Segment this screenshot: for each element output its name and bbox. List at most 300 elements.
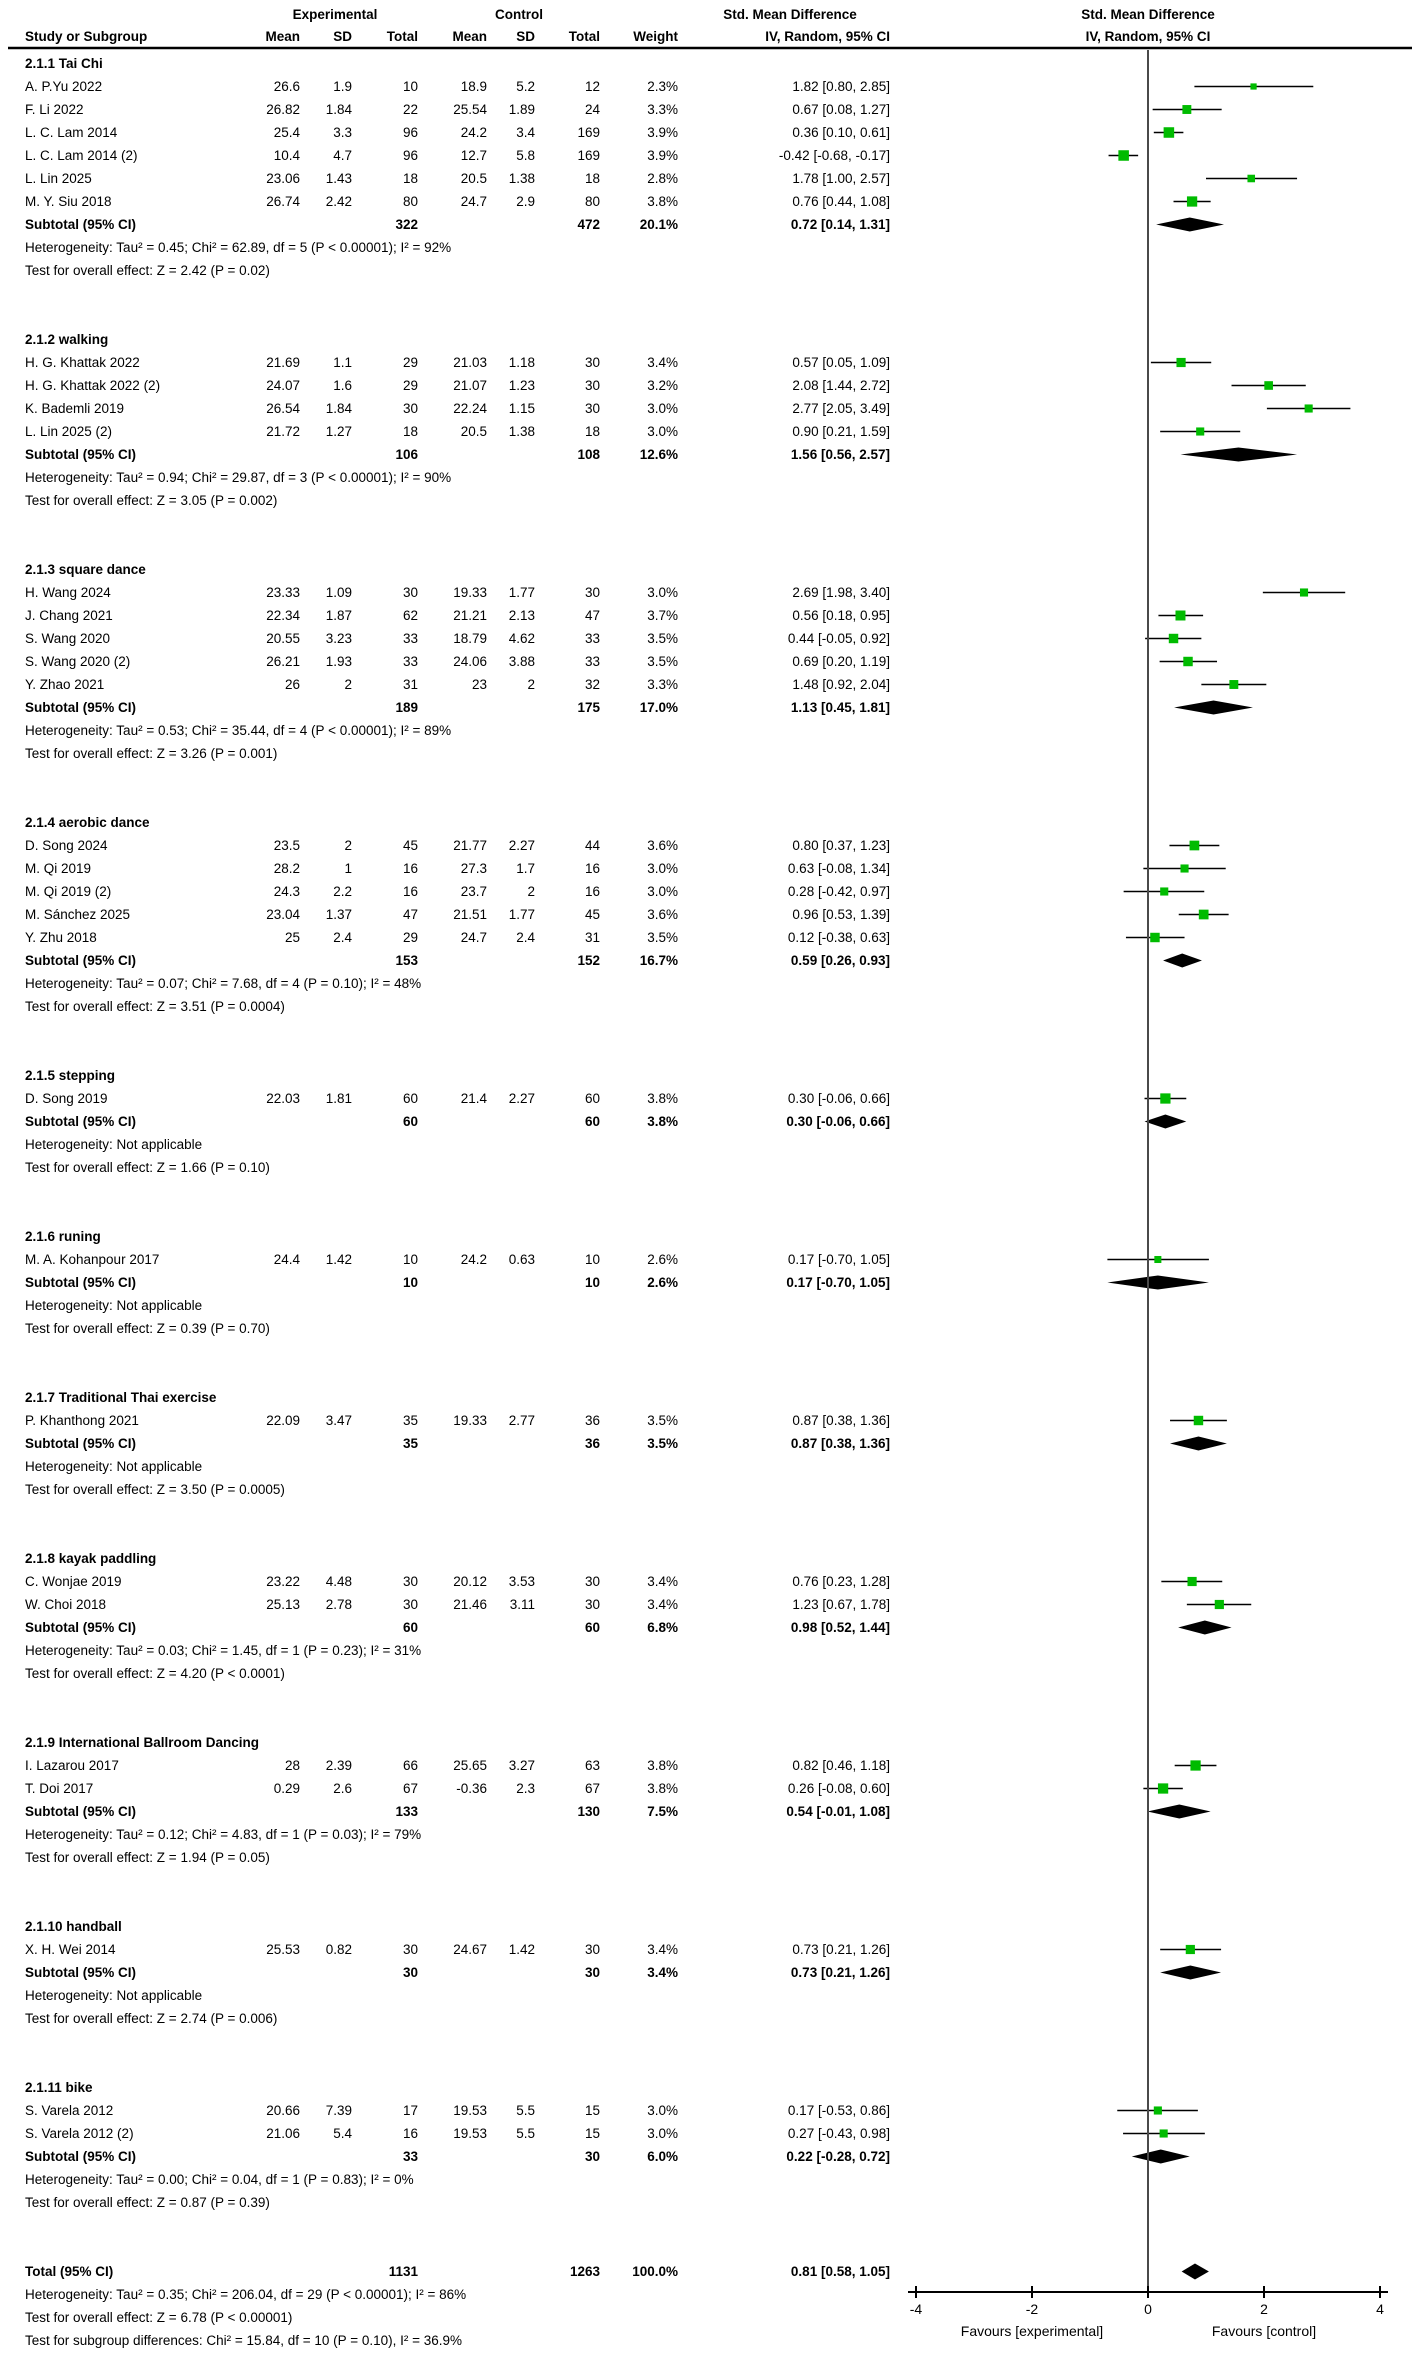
overall-effect-text: Test for overall effect: Z = 4.20 (P < 0.0001) <box>25 1666 285 1681</box>
cell-ci: 0.26 [-0.08, 0.60] <box>787 1781 890 1796</box>
cell-c_n: 30 <box>584 1965 600 1980</box>
cell-e_mean: 26.74 <box>266 194 300 209</box>
cell-c_n: 108 <box>577 447 600 462</box>
cell-c_mean: 18.9 <box>460 79 487 94</box>
study-label: S. Wang 2020 <box>25 631 111 646</box>
heterogeneity-text: Heterogeneity: Not applicable <box>25 1137 203 1152</box>
section-title: 2.1.6 runing <box>25 1229 101 1244</box>
section-title: 2.1.9 International Ballroom Dancing <box>25 1735 260 1750</box>
cell-c_mean: 23 <box>471 677 487 692</box>
study-label: Y. Zhao 2021 <box>25 677 105 692</box>
cell-ci: 0.63 [-0.08, 1.34] <box>787 861 890 876</box>
cell-e_n: 60 <box>402 1620 418 1635</box>
column-experimental-sd: SD <box>333 29 352 44</box>
cell-ci: 1.48 [0.92, 2.04] <box>792 677 890 692</box>
effect-marker <box>1229 680 1238 689</box>
effect-marker <box>1176 358 1185 367</box>
effect-marker <box>1186 1945 1195 1954</box>
effect-marker <box>1169 634 1178 643</box>
cell-e_mean: 28.2 <box>273 861 300 876</box>
cell-c_mean: 25.54 <box>453 102 487 117</box>
overall-effect-row <box>0 489 905 512</box>
section-title: 2.1.2 walking <box>25 332 109 347</box>
overall-effect-text: Test for overall effect: Z = 3.26 (P = 0.001) <box>25 746 278 761</box>
cell-e_mean: 23.33 <box>266 585 300 600</box>
cell-c_sd: 1.42 <box>508 1942 535 1957</box>
study-row <box>0 420 905 443</box>
section-header-row <box>0 811 905 834</box>
cell-e_n: 16 <box>402 861 418 876</box>
cell-c_mean: 24.2 <box>460 125 487 140</box>
cell-c_sd: 5.5 <box>516 2126 535 2141</box>
column-group-smd: Std. Mean Difference <box>723 7 857 22</box>
study-row <box>0 1570 905 1593</box>
cell-ci: 2.69 [1.98, 3.40] <box>792 585 890 600</box>
subtotal-row <box>0 1432 905 1455</box>
cell-c_sd: 5.8 <box>516 148 535 163</box>
study-row <box>0 98 905 121</box>
cell-e_mean: 26.6 <box>273 79 300 94</box>
subtotal-diamond <box>1145 1115 1187 1129</box>
cell-c_n: 175 <box>577 700 600 715</box>
subtotal-label: Subtotal (95% CI) <box>25 1804 137 1819</box>
cell-c_sd: 2.27 <box>508 838 535 853</box>
overall-effect-row <box>0 2191 905 2214</box>
section-header-row <box>0 1547 905 1570</box>
cell-e_sd: 1.81 <box>325 1091 352 1106</box>
subtotal-diamond <box>1174 701 1253 715</box>
study-label: I. Lazarou 2017 <box>25 1758 119 1773</box>
cell-weight: 3.0% <box>647 2103 678 2118</box>
cell-c_n: 36 <box>584 1413 600 1428</box>
cell-e_sd: 3.47 <box>325 1413 352 1428</box>
heterogeneity-text: Heterogeneity: Tau² = 0.94; Chi² = 29.87, df = 3 (P < 0.00001); I² = 90% <box>25 470 452 485</box>
cell-e_mean: 25.53 <box>266 1942 300 1957</box>
cell-e_mean: 22.34 <box>266 608 300 623</box>
cell-c_n: 33 <box>584 631 600 646</box>
cell-ci: 1.78 [1.00, 2.57] <box>792 171 890 186</box>
subtotal-diamond <box>1132 2150 1190 2164</box>
cell-ci: 0.96 [0.53, 1.39] <box>792 907 890 922</box>
subtotal-diamond <box>1147 1805 1210 1819</box>
study-label: F. Li 2022 <box>25 102 84 117</box>
cell-e_n: 33 <box>402 654 418 669</box>
cell-e_n: 33 <box>402 2149 418 2164</box>
effect-marker <box>1305 404 1313 412</box>
effect-marker <box>1164 127 1175 138</box>
study-label: M. Y. Siu 2018 <box>25 194 112 209</box>
cell-c_sd: 1.38 <box>508 424 535 439</box>
cell-weight: 3.4% <box>647 1574 678 1589</box>
cell-e_sd: 1.93 <box>325 654 352 669</box>
subgroup-differences-row <box>0 2329 905 2352</box>
cell-ci: 0.98 [0.52, 1.44] <box>790 1620 890 1635</box>
study-label: L. Lin 2025 (2) <box>25 424 113 439</box>
cell-weight: 3.6% <box>647 838 678 853</box>
section-title: 2.1.5 stepping <box>25 1068 116 1083</box>
cell-e_mean: 23.06 <box>266 171 300 186</box>
column-weight: Weight <box>633 29 678 44</box>
cell-c_mean: 22.24 <box>453 401 487 416</box>
cell-e_n: 106 <box>395 447 418 462</box>
cell-c_sd: 1.38 <box>508 171 535 186</box>
cell-e_mean: 24.07 <box>266 378 300 393</box>
cell-e_n: 16 <box>402 884 418 899</box>
cell-c_n: 24 <box>584 102 600 117</box>
effect-marker <box>1196 427 1204 435</box>
study-row <box>0 1248 905 1271</box>
cell-c_mean: 24.67 <box>453 1942 487 1957</box>
cell-weight: 3.8% <box>647 1758 678 1773</box>
effect-marker <box>1187 196 1197 206</box>
overall-effect-row <box>0 1317 905 1340</box>
cell-ci: 2.08 [1.44, 2.72] <box>792 378 890 393</box>
cell-c_mean: 20.5 <box>460 424 487 439</box>
cell-weight: 20.1% <box>639 217 678 232</box>
study-row <box>0 673 905 696</box>
heterogeneity-text: Heterogeneity: Tau² = 0.07; Chi² = 7.68, df = 4 (P = 0.10); I² = 48% <box>25 976 422 991</box>
cell-e_n: 30 <box>402 1574 418 1589</box>
heterogeneity-row <box>0 466 905 489</box>
effect-marker <box>1215 1600 1224 1609</box>
study-row <box>0 1409 905 1432</box>
study-label: S. Wang 2020 (2) <box>25 654 131 669</box>
cell-e_n: 322 <box>395 217 418 232</box>
cell-weight: 2.3% <box>647 79 678 94</box>
cell-c_n: 472 <box>577 217 600 232</box>
cell-e_n: 17 <box>402 2103 418 2118</box>
cell-ci: 0.44 [-0.05, 0.92] <box>787 631 890 646</box>
study-label: H. G. Khattak 2022 (2) <box>25 378 161 393</box>
effect-marker <box>1175 611 1185 621</box>
cell-c_sd: 2 <box>527 884 535 899</box>
effect-marker <box>1190 1760 1200 1770</box>
cell-c_sd: 3.53 <box>508 1574 535 1589</box>
overall-effect-row <box>0 1156 905 1179</box>
effect-marker <box>1190 841 1200 851</box>
subtotal-diamond <box>1160 1966 1221 1980</box>
cell-e_n: 30 <box>402 585 418 600</box>
study-row <box>0 167 905 190</box>
study-row <box>0 374 905 397</box>
cell-c_n: 15 <box>584 2103 600 2118</box>
study-label: W. Choi 2018 <box>25 1597 107 1612</box>
cell-c_sd: 1.77 <box>508 907 535 922</box>
cell-c_n: 32 <box>584 677 600 692</box>
cell-e_n: 35 <box>402 1436 418 1451</box>
overall-effect-text: Test for overall effect: Z = 0.87 (P = 0.39) <box>25 2195 270 2210</box>
cell-c_n: 30 <box>584 585 600 600</box>
cell-c_n: 31 <box>584 930 600 945</box>
heterogeneity-row <box>0 1133 905 1156</box>
cell-ci: 0.12 [-0.38, 0.63] <box>787 930 890 945</box>
heterogeneity-row <box>0 236 905 259</box>
cell-ci: 0.17 [-0.70, 1.05] <box>787 1252 890 1267</box>
cell-c_mean: 19.53 <box>453 2126 487 2141</box>
heterogeneity-row <box>0 2168 905 2191</box>
cell-c_n: 1263 <box>569 2264 600 2279</box>
cell-c_sd: 2.13 <box>508 608 535 623</box>
cell-e_mean: 25.13 <box>266 1597 300 1612</box>
cell-ci: 0.57 [0.05, 1.09] <box>792 355 890 370</box>
study-row <box>0 2099 905 2122</box>
heterogeneity-row <box>0 1294 905 1317</box>
section-header-row <box>0 1731 905 1754</box>
heterogeneity-row <box>0 1984 905 2007</box>
cell-e_sd: 1.37 <box>325 907 352 922</box>
cell-c_n: 16 <box>584 884 600 899</box>
section-title: 2.1.1 Tai Chi <box>25 56 103 71</box>
cell-ci: 0.36 [0.10, 0.61] <box>792 125 890 140</box>
cell-e_sd: 3.3 <box>333 125 352 140</box>
cell-c_n: 45 <box>584 907 600 922</box>
heterogeneity-text: Heterogeneity: Not applicable <box>25 1459 203 1474</box>
cell-weight: 3.7% <box>647 608 678 623</box>
section-title: 2.1.4 aerobic dance <box>25 815 150 830</box>
effect-marker <box>1118 150 1129 161</box>
total-diamond <box>1182 2264 1209 2280</box>
overall-effect-row <box>0 995 905 1018</box>
cell-ci: 0.59 [0.26, 0.93] <box>790 953 890 968</box>
cell-c_n: 60 <box>584 1091 600 1106</box>
section-title: 2.1.10 handball <box>25 1919 122 1934</box>
column-group-control: Control <box>495 7 543 22</box>
subtotal-diamond <box>1178 1621 1231 1635</box>
cell-weight: 3.0% <box>647 861 678 876</box>
overall-effect-row <box>0 1846 905 1869</box>
effect-marker <box>1150 933 1159 942</box>
column-experimental-mean: Mean <box>265 29 300 44</box>
subtotal-row <box>0 443 905 466</box>
cell-ci: 0.82 [0.46, 1.18] <box>792 1758 890 1773</box>
study-label: H. G. Khattak 2022 <box>25 355 140 370</box>
heterogeneity-row <box>0 1455 905 1478</box>
overall-effect-row <box>0 259 905 282</box>
study-row <box>0 834 905 857</box>
cell-c_sd: 5.5 <box>516 2103 535 2118</box>
subtotal-row <box>0 1961 905 1984</box>
cell-c_n: 44 <box>584 838 600 853</box>
cell-c_sd: 2.27 <box>508 1091 535 1106</box>
column-control-total: Total <box>568 29 600 44</box>
subtotal-label: Subtotal (95% CI) <box>25 1620 137 1635</box>
section-header-row <box>0 52 905 75</box>
cell-ci: 0.28 [-0.42, 0.97] <box>787 884 890 899</box>
cell-e_n: 29 <box>402 930 418 945</box>
cell-e_mean: 21.06 <box>266 2126 300 2141</box>
cell-e_n: 62 <box>402 608 418 623</box>
subtotal-label: Subtotal (95% CI) <box>25 1114 137 1129</box>
cell-ci: 0.80 [0.37, 1.23] <box>792 838 890 853</box>
cell-c_mean: 23.7 <box>460 884 487 899</box>
study-label: S. Varela 2012 <box>25 2103 114 2118</box>
cell-c_n: 10 <box>584 1252 600 1267</box>
cell-c_sd: 1.23 <box>508 378 535 393</box>
cell-weight: 3.6% <box>647 907 678 922</box>
cell-e_mean: 23.22 <box>266 1574 300 1589</box>
cell-e_n: 30 <box>402 1597 418 1612</box>
plot-title-line2: IV, Random, 95% CI <box>1085 29 1211 44</box>
overall-effect-row <box>0 2007 905 2030</box>
study-row <box>0 351 905 374</box>
cell-c_sd: 1.18 <box>508 355 535 370</box>
section-header-row <box>0 1386 905 1409</box>
subtotal-diamond <box>1170 1437 1227 1451</box>
effect-marker <box>1180 864 1188 872</box>
cell-c_mean: 19.33 <box>453 585 487 600</box>
cell-ci: 0.76 [0.23, 1.28] <box>792 1574 890 1589</box>
cell-weight: 3.9% <box>647 148 678 163</box>
cell-ci: 0.30 [-0.06, 0.66] <box>786 1114 890 1129</box>
cell-e_n: 66 <box>402 1758 418 1773</box>
heterogeneity-text: Heterogeneity: Tau² = 0.03; Chi² = 1.45, df = 1 (P = 0.23); I² = 31% <box>25 1643 422 1658</box>
cell-c_sd: 2.4 <box>516 930 535 945</box>
cell-ci: 0.69 [0.20, 1.19] <box>792 654 890 669</box>
cell-c_n: 60 <box>584 1620 600 1635</box>
cell-e_sd: 1.84 <box>325 401 352 416</box>
cell-c_n: 80 <box>584 194 600 209</box>
cell-e_mean: 10.4 <box>273 148 300 163</box>
study-row <box>0 1777 905 1800</box>
subtotal-label: Subtotal (95% CI) <box>25 953 137 968</box>
cell-e_n: 45 <box>402 838 418 853</box>
cell-ci: 0.72 [0.14, 1.31] <box>790 217 890 232</box>
cell-e_mean: 21.69 <box>266 355 300 370</box>
study-row <box>0 397 905 420</box>
study-label: X. H. Wei 2014 <box>25 1942 116 1957</box>
effect-marker <box>1183 657 1192 666</box>
study-label: S. Varela 2012 (2) <box>25 2126 134 2141</box>
subtotal-label: Subtotal (95% CI) <box>25 447 137 462</box>
cell-c_sd: 3.88 <box>508 654 535 669</box>
section-header-row <box>0 1064 905 1087</box>
heterogeneity-row <box>0 719 905 742</box>
study-row <box>0 903 905 926</box>
subtotal-row <box>0 949 905 972</box>
cell-e_n: 18 <box>402 171 418 186</box>
cell-c_n: 12 <box>584 79 600 94</box>
subtotal-label: Subtotal (95% CI) <box>25 1275 137 1290</box>
overall-effect-text: Test for overall effect: Z = 3.50 (P = 0.0005) <box>25 1482 285 1497</box>
cell-weight: 2.6% <box>647 1252 678 1267</box>
cell-e_n: 60 <box>402 1091 418 1106</box>
cell-c_mean: 12.7 <box>460 148 487 163</box>
cell-c_mean: 21.03 <box>453 355 487 370</box>
cell-c_n: 60 <box>584 1114 600 1129</box>
cell-c_n: 169 <box>577 148 600 163</box>
effect-marker <box>1199 910 1209 920</box>
favours-right-label: Favours [control] <box>1211 2323 1317 2339</box>
cell-c_sd: 4.62 <box>508 631 535 646</box>
column-experimental-total: Total <box>386 29 418 44</box>
cell-c_mean: 24.7 <box>460 930 487 945</box>
overall-effect-text: Test for overall effect: Z = 2.42 (P = 0.02) <box>25 263 270 278</box>
column-iv-random-ci: IV, Random, 95% CI <box>765 29 890 44</box>
cell-e_mean: 23.5 <box>273 838 300 853</box>
cell-e_n: 30 <box>402 401 418 416</box>
cell-c_mean: 24.06 <box>453 654 487 669</box>
cell-c_mean: 21.77 <box>453 838 487 853</box>
study-label: M. A. Kohanpour 2017 <box>25 1252 160 1267</box>
heterogeneity-text: Heterogeneity: Not applicable <box>25 1298 203 1313</box>
cell-ci: 0.81 [0.58, 1.05] <box>790 2264 890 2279</box>
study-label: K. Bademli 2019 <box>25 401 125 416</box>
overall-effect-text: Test for overall effect: Z = 3.51 (P = 0.0004) <box>25 999 285 1014</box>
cell-e_sd: 1.87 <box>325 608 352 623</box>
effect-marker <box>1154 2106 1162 2114</box>
cell-c_mean: 21.46 <box>453 1597 487 1612</box>
heterogeneity-row <box>0 1639 905 1662</box>
cell-e_n: 10 <box>402 1275 418 1290</box>
cell-e_n: 22 <box>402 102 418 117</box>
cell-e_sd: 2.6 <box>333 1781 352 1796</box>
cell-e_sd: 3.23 <box>325 631 352 646</box>
cell-e_n: 10 <box>402 79 418 94</box>
study-row <box>0 2122 905 2145</box>
heterogeneity-text: Heterogeneity: Tau² = 0.00; Chi² = 0.04, df = 1 (P = 0.83); I² = 0% <box>25 2172 414 2187</box>
cell-c_mean: 20.5 <box>460 171 487 186</box>
subtotal-label: Subtotal (95% CI) <box>25 700 137 715</box>
cell-weight: 3.8% <box>647 1091 678 1106</box>
cell-e_mean: 24.4 <box>273 1252 300 1267</box>
cell-weight: 3.5% <box>647 1436 678 1451</box>
cell-c_n: 18 <box>584 171 600 186</box>
cell-e_n: 29 <box>402 378 418 393</box>
subtotal-row <box>0 1110 905 1133</box>
study-row <box>0 926 905 949</box>
total-overall-effect-text: Test for overall effect: Z = 6.78 (P < 0.00001) <box>25 2310 293 2325</box>
cell-c_n: 18 <box>584 424 600 439</box>
cell-c_n: 67 <box>584 1781 600 1796</box>
heterogeneity-text: Heterogeneity: Not applicable <box>25 1988 203 2003</box>
cell-e_n: 153 <box>395 953 418 968</box>
cell-c_n: 30 <box>584 1942 600 1957</box>
cell-weight: 2.8% <box>647 171 678 186</box>
cell-weight: 3.0% <box>647 2126 678 2141</box>
cell-weight: 3.8% <box>647 1114 678 1129</box>
cell-e_mean: 24.3 <box>273 884 300 899</box>
study-label: L. C. Lam 2014 (2) <box>25 148 138 163</box>
axis-tick-label: -2 <box>1025 2301 1039 2317</box>
cell-e_sd: 2 <box>344 677 352 692</box>
subtotal-diamond <box>1156 218 1224 232</box>
column-study-or-subgroup: Study or Subgroup <box>25 29 148 44</box>
effect-marker <box>1250 83 1256 89</box>
column-control-sd: SD <box>516 29 535 44</box>
cell-c_mean: 21.07 <box>453 378 487 393</box>
cell-weight: 12.6% <box>639 447 678 462</box>
cell-e_mean: 25.4 <box>273 125 300 140</box>
subgroup-differences-text: Test for subgroup differences: Chi² = 15.84, df = 10 (P = 0.10), I² = 36.9% <box>25 2333 463 2348</box>
cell-e_n: 30 <box>402 1942 418 1957</box>
cell-weight: 3.4% <box>647 1965 678 1980</box>
plot-title-line1: Std. Mean Difference <box>1081 7 1215 22</box>
cell-e_sd: 1.1 <box>333 355 352 370</box>
cell-e_sd: 1.9 <box>333 79 352 94</box>
cell-c_sd: 0.63 <box>508 1252 535 1267</box>
axis-tick-label: 2 <box>1260 2301 1268 2317</box>
cell-e_sd: 4.7 <box>333 148 352 163</box>
subtotal-row <box>0 1616 905 1639</box>
cell-c_sd: 1.89 <box>508 102 535 117</box>
cell-weight: 3.5% <box>647 1413 678 1428</box>
cell-ci: 0.76 [0.44, 1.08] <box>792 194 890 209</box>
cell-c_n: 33 <box>584 654 600 669</box>
study-label: Y. Zhu 2018 <box>25 930 97 945</box>
cell-c_mean: 21.21 <box>453 608 487 623</box>
study-row <box>0 190 905 213</box>
effect-marker <box>1154 1256 1161 1263</box>
